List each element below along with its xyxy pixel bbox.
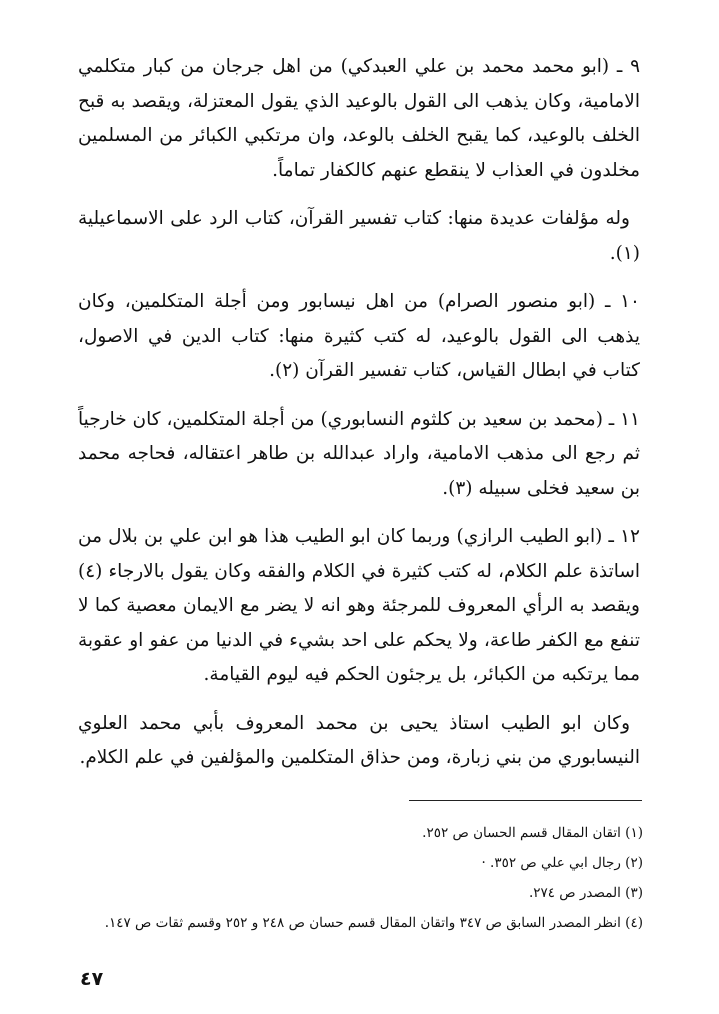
- paragraph-entry-12: ١٢ ـ (ابو الطيب الرازي) وربما كان ابو الطيب هذا هو ابن علي بن بلال من اساتذة علم الكلام، له كتب كثيرة في الكلام والفقه وكان يقول بالارجاء (٤) ويقصد به الرأي المعروف للمرجئة وهو انه لا يضر مع الايمان معصية كما لا تنفع مع الكفر طاعة، ولا يحكم على احد بشيء في الدنيا من عفو او عقوبة مما يرتكبه من الكبائر، بل يرجئون الحكم فيه ليوم القيامة.: [78, 526, 640, 685]
- paragraph-entry-9: ٩ ـ (ابو محمد محمد بن علي العبدكي) من اهل جرجان من كبار متكلمي الامامية، وكان يذهب الى القول بالوعيد الذي يقول المعتزلة، ويقصد به قبح الخلف بالوعيد، كما يقبح الخلف بالوعد، وان مرتكبي الكبائر من المسلمين مخلدون في العذاب لا ينقطع عنهم كالكفار تماماً.: [78, 56, 640, 181]
- paragraph-entry-11: ١١ ـ (محمد بن سعيد بن كلثوم النسابوري) من أجلة المتكلمين، كان خارجياً ثم رجع الى مذهب الامامية، واراد عبدالله بن طاهر اعتقاله، فحاجه محمد بن سعيد فخلى سبيله (٣).: [78, 408, 640, 499]
- main-text: [78, 50, 640, 790]
- footnote-2: (٢) رجال ابي علي ص ٣٥٢. ·: [481, 855, 643, 871]
- page-number: ٤٧: [80, 968, 104, 990]
- footnote-3: (٣) المصدر ص ٢٧٤.: [528, 885, 643, 901]
- footnote-divider: [409, 800, 642, 801]
- paragraph-works-list: وله مؤلفات عديدة منها: كتاب تفسير القرآن، كتاب الرد على الاسماعيلية (١).: [78, 208, 640, 264]
- paragraph-teacher-note: وكان ابو الطيب استاذ يحيى بن محمد المعروف بأبي محمد العلوي النيسابوري من بني زبارة، ومن حذاق المتكلمين والمؤلفين في علم الكلام.: [78, 712, 640, 768]
- paragraph-entry-10: ١٠ ـ (ابو منصور الصرام) من اهل نيسابور ومن أجلة المتكلمين، وكان يذهب الى القول بالوعيد، له كتب كثيرة منها: كتاب الدين في الاصول، كتاب في ابطال القياس، كتاب تفسير القرآن (٢).: [78, 291, 640, 381]
- footnote-4: (٤) انظر المصدر السابق ص ٣٤٧ واتقان المقال قسم حسان ص ٢٤٨ و ٢٥٢ وقسم ثقات ص ١٤٧.: [104, 915, 643, 931]
- footnotes: [63, 818, 643, 938]
- footnote-1: (١) اتقان المقال قسم الحسان ص ٢٥٢.: [422, 825, 643, 841]
